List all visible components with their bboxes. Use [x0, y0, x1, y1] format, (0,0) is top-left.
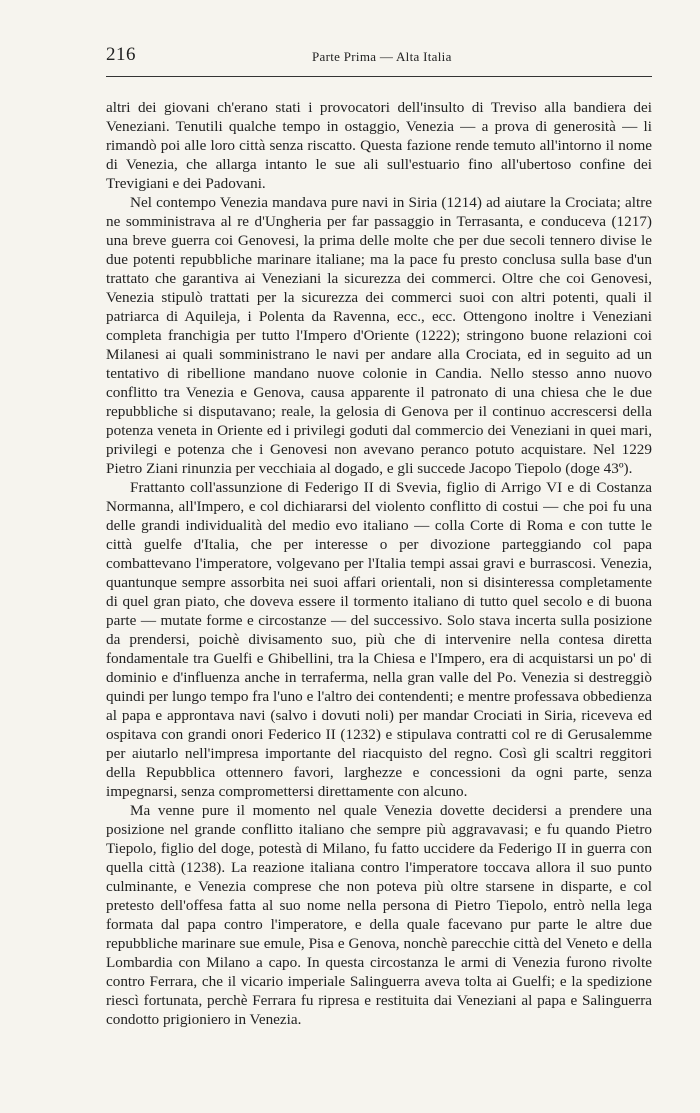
paragraph: Ma venne pure il momento nel quale Venezia dovette decidersi a prendere una posizione nel grande conflitto italiano che sempre più aggravavasi; e fu quando Pietro Tiepolo, figlio del doge, potestà di Milano, fu fatto uccidere da Federigo II in guerra con quella città (1238). La reazione italiana contro l'imperatore toccava allora il suo punto culminante, e Venezia comprese che non poteva più oltre starsene in disparte, e col pretesto dell'offesa fatta al suo nome nella persona di Pietro Tiepolo, entrò nella lega formata dal papa contro l'imperatore, e della quale facevano pur parte le altre due repubbliche marinare sue emule, Pisa e Genova, nonchè parecchie città del Veneto e della Lombardia con Milano a capo. In questa circostanza le armi di Venezia furono rivolte contro Ferrara, che il vicario imperiale Salinguerra aveva tolta ai Guelfi; e la spedizione riescì fortunata, perchè Ferrara fu ripresa e restituita dai Veneziani al papa e Salinguerra condotto prigioniero in Venezia. [106, 802, 652, 1028]
paragraph: Frattanto coll'assunzione di Federigo II di Svevia, figlio di Arrigo VI e di Costanza Normanna, all'Impero, e col dichiararsi del violento conflitto di costui — che poi fu una delle grandi individualità del medio evo italiano — colla Corte di Roma e con tutte le città guelfe d'Italia, che per interesse o per divozione parteggiando col papa combattevano l'imperatore, volgevano per l'Italia tempi assai gravi e burrascosi. Venezia, quantunque sempre assorbita nei suoi affari orientali, non si disinteressa completamente di quel gran piato, che doveva essere il tormento italiano di tutto quel secolo e di buona parte — mutate forme e circostanze — del successivo. Solo stava incerta sulla posizione da prendersi, poichè divisamento suo, più che di intervenire nella contesa diretta fondamentale tra Guelfi e Ghibellini, tra la Chiesa e l'Impero, era di acquistarsi un po' di dominio e d'influenza anche in terraferma, nella gran valle del Po. Venezia si destreggiò quindi per lungo tempo fra l'uno e l'altro dei contendenti; e mentre professava obbedienza al papa e approntava navi (salvo i dovuti noli) per mandar Crociati in Siria, riceveva ed ospitava con grandi onori Federico II (1232) e stipulava contratti col re di Gerusalemme per aiutarlo nell'impresa importante del riacquisto del regno. Così gli scaltri reggitori della Repubblica ottennero favori, larghezze e concessioni da ogni parte, senza impegnarsi, senza compromettersi direttamente con alcuno. [106, 479, 652, 800]
paragraph: Nel contempo Venezia mandava pure navi in Siria (1214) ad aiutare la Crociata; altre ne somministrava al re d'Ungheria per far passaggio in Terrasanta, e conduceva (1217) una breve guerra coi Genovesi, la prima delle molte che per due secoli tennero divise le due potenti repubbliche marinare italiane; ma la pace fu presto conclusa sulla base d'un trattato che garantiva ai Veneziani la sicurezza dei commerci. Oltre che coi Genovesi, Venezia stipulò trattati per la sicurezza dei commerci suoi con altri potenti, quali il patriarca di Aquileja, i Polenta da Ravenna, ecc., ecc. Ottengono inoltre i Veneziani completa franchigia per tutto l'Impero d'Oriente (1222); stringono buone relazioni coi Milanesi ai quali somministrano le navi per andare alla Crociata, ed in seguito ad un tentativo di ribellione mandano nuove colonie in Candia. Nello stesso anno nuovo conflitto tra Venezia e Genova, causa apparente il patronato di una chiesa che le due repubbliche si disputavano; reale, la gelosia di Genova per il continuo accrescersi della potenza veneta in Oriente ed i privilegi goduti dal commercio dei Veneziani in quei mari, privilegi e potenza che i Genovesi non avevano peranco potuto acquistare. Nel 1229 Pietro Ziani rinunzia per vecchiaia al dogado, e gli succede Jacopo Tiepolo (doge 43º). [106, 194, 652, 477]
paragraph-continuation: altri dei giovani ch'erano stati i provocatori dell'insulto di Treviso alla bandiera dei Veneziani. Tenutili qualche tempo in ostaggio, Venezia — a prova di generosità — li rimandò poi alle loro città senza riscatto. Questa fazione rende temuto all'intorno il nome di Venezia, che allarga intanto le sue ali sull'estuario fino all'ubertoso confine dei Trevigiani e dei Padovani. [106, 99, 652, 192]
header-rule [106, 76, 652, 77]
body-text [106, 98, 652, 1029]
page-header [106, 44, 652, 68]
page-number: 216 [106, 44, 136, 65]
running-title: Parte Prima — Alta Italia [312, 49, 452, 64]
